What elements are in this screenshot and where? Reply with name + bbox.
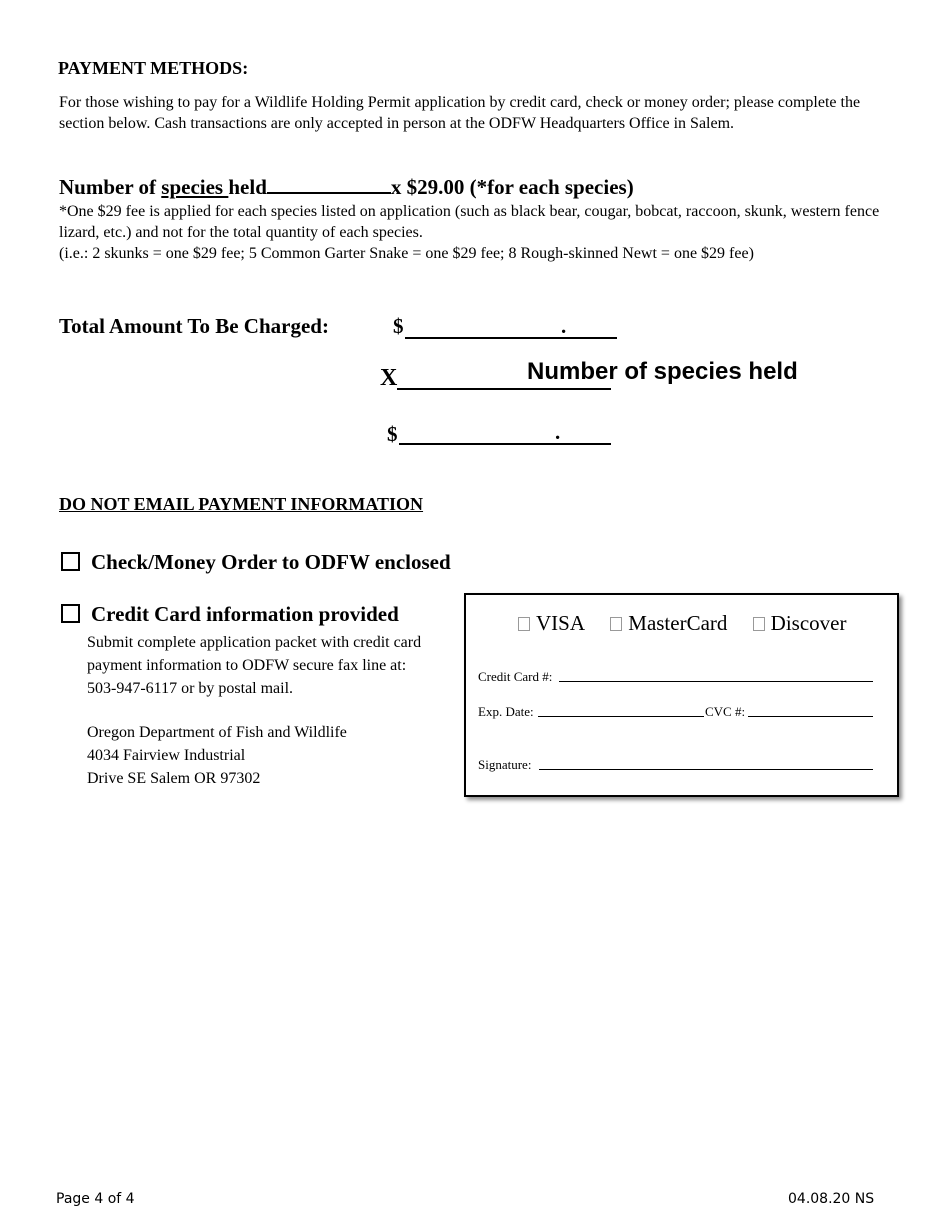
species-count-line bbox=[59, 174, 634, 200]
address-line-3: Drive SE Salem OR 97302 bbox=[87, 770, 261, 787]
card-option-mastercard[interactable] bbox=[610, 611, 727, 636]
credit-card-box bbox=[464, 593, 899, 797]
cvc-label: CVC #: bbox=[705, 704, 746, 719]
card-number-field[interactable] bbox=[559, 668, 873, 682]
species-label-held: held bbox=[228, 175, 267, 199]
no-email-warning: DO NOT EMAIL PAYMENT INFORMATION bbox=[59, 494, 424, 514]
mastercard-checkbox[interactable] bbox=[610, 617, 622, 631]
payment-intro-text: For those wishing to pay for a Wildlife Holding Permit application by credit card, check or money order; please complete the section below. Cash transactions are only accepted in person at the ODFW Headquarters Office in Salem. bbox=[59, 94, 861, 132]
credit-card-checkbox[interactable] bbox=[61, 604, 80, 623]
visa-checkbox[interactable] bbox=[518, 617, 530, 631]
species-label-prefix: Number of bbox=[59, 175, 162, 199]
species-fee-note-line1: *One $29 fee is applied for each species listed on application (such as black bear, cougar, bobcat, raccoon, skunk, western fence lizard, etc.) and not for the total quantity of each species. bbox=[59, 203, 880, 241]
total-amount-label: Total Amount To Be Charged: bbox=[59, 314, 329, 338]
card-option-visa[interactable] bbox=[518, 611, 585, 636]
discover-label: Discover bbox=[770, 611, 847, 635]
mailing-address bbox=[87, 721, 347, 790]
species-label-species: species bbox=[161, 175, 229, 199]
form-revision-code: 04.08.20 NS bbox=[788, 1191, 875, 1207]
discover-checkbox[interactable] bbox=[753, 617, 765, 631]
submit-instructions: Submit complete application packet with credit card payment information to ODFW secure fax line at: 503-947-6117 or by postal mail. bbox=[87, 634, 422, 697]
payment-methods-heading: PAYMENT METHODS: bbox=[58, 58, 249, 78]
card-number-label: Credit Card #: bbox=[478, 669, 553, 684]
total-decimal-point: . bbox=[561, 314, 567, 338]
species-fee-note-line2: (i.e.: 2 skunks = one $29 fee; 5 Common Garter Snake = one $29 fee; 8 Rough-skinned Newt = one $29 fee) bbox=[59, 245, 754, 262]
multiplier-label: Number of species held bbox=[527, 358, 798, 385]
total-amount-field[interactable] bbox=[405, 319, 617, 339]
signature-field[interactable] bbox=[539, 756, 873, 770]
check-money-order-label: Check/Money Order to ODFW enclosed bbox=[91, 550, 451, 574]
total-dollar-sign: $ bbox=[393, 314, 404, 338]
species-count-field[interactable] bbox=[267, 174, 391, 194]
visa-label: VISA bbox=[536, 611, 586, 635]
result-decimal-point: . bbox=[555, 420, 561, 444]
address-line-1: Oregon Department of Fish and Wildlife bbox=[87, 724, 347, 741]
species-fee-text: x $29.00 (*for each species) bbox=[390, 175, 634, 199]
result-dollar-sign: $ bbox=[387, 422, 398, 446]
address-line-2: 4034 Fairview Industrial bbox=[87, 747, 246, 764]
cvc-field[interactable] bbox=[748, 703, 873, 717]
card-option-discover[interactable] bbox=[753, 611, 847, 636]
exp-date-label: Exp. Date: bbox=[478, 704, 534, 719]
multiply-x-mark: X bbox=[380, 365, 398, 391]
card-type-options bbox=[518, 611, 866, 636]
signature-label: Signature: bbox=[478, 757, 532, 772]
exp-date-field[interactable] bbox=[538, 703, 704, 717]
check-money-order-checkbox[interactable] bbox=[61, 552, 80, 571]
species-fee-note bbox=[59, 201, 899, 264]
mastercard-label: MasterCard bbox=[628, 611, 728, 635]
result-amount-field[interactable] bbox=[399, 425, 611, 445]
page-number: Page 4 of 4 bbox=[56, 1191, 135, 1207]
credit-card-label: Credit Card information provided bbox=[91, 602, 399, 626]
